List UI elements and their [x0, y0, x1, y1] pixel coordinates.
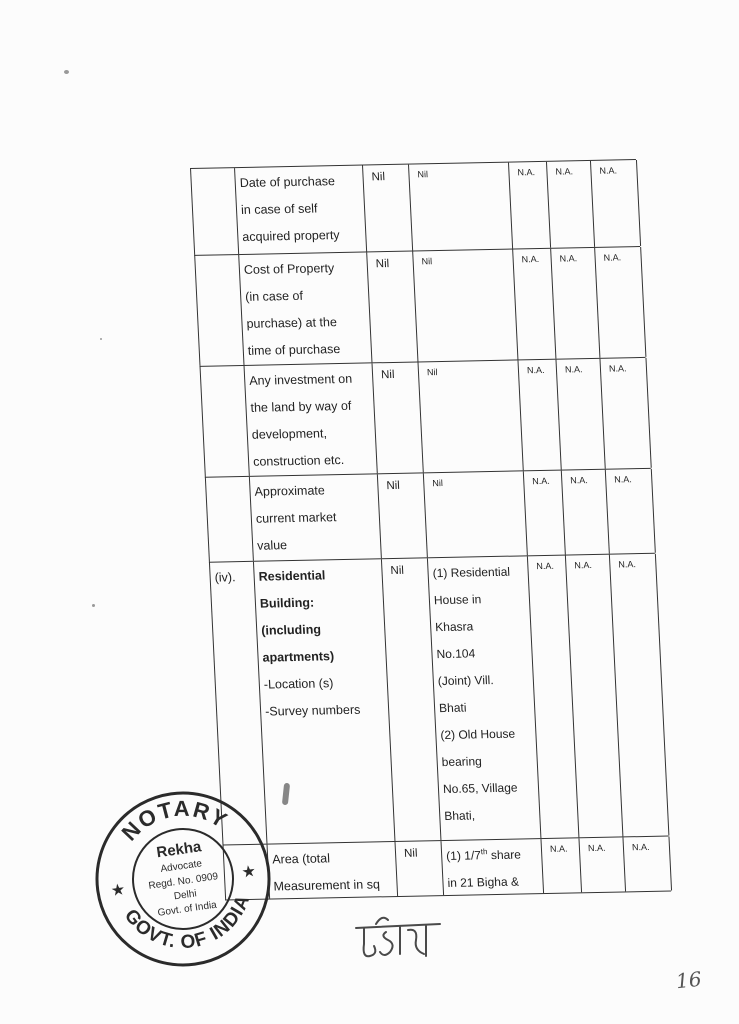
stamp-bottom-text: GOVT. OF INDIA	[119, 891, 255, 954]
stamp-line3: Regd. No. 0909	[147, 871, 219, 892]
value-cell: Nil	[409, 163, 513, 251]
stamp-top-text: NOTARY	[116, 795, 233, 846]
scan-speck	[64, 70, 69, 74]
table-row	[222, 836, 671, 901]
residential-building-subitems: -Location (s) -Survey numbers	[263, 676, 361, 719]
value-cell: N.A.	[591, 160, 641, 247]
value-cell: N.A.	[623, 837, 672, 892]
value-cell: Nil	[363, 165, 413, 252]
value-cell: N.A.	[556, 359, 605, 470]
value-cell: N.A.	[518, 360, 561, 471]
table-row	[190, 159, 640, 255]
value-cell: N.A.	[600, 358, 651, 469]
stamp-line4: Delhi	[173, 888, 198, 903]
serial-cell	[206, 477, 254, 562]
notary-stamp	[80, 776, 286, 982]
serial-cell	[191, 168, 239, 255]
table-row	[205, 468, 655, 562]
value-cell: Nil	[396, 841, 445, 896]
table-row	[194, 246, 645, 366]
value-cell: N.A.	[524, 471, 566, 556]
value-cell: N.A.	[610, 554, 670, 837]
value-cell: Nil	[419, 360, 524, 472]
value-cell: N.A.	[579, 837, 626, 892]
star-icon: ★	[109, 881, 127, 901]
value-cell: Nil	[378, 473, 428, 558]
value-cell: N.A.	[551, 248, 600, 359]
value-cell: (1) Residential House in Khasra No.104 (Joint) Vill. Bhati (2) Old House bearing No.65, Village Bhati,	[428, 556, 542, 840]
value-cell: N.A.	[562, 470, 610, 555]
svg-text:NOTARY	[113, 788, 235, 848]
residential-building-heading: Residential Building: (including apartments)	[258, 568, 335, 665]
value-cell: N.A.	[513, 249, 556, 360]
stamp-name: Rekha	[155, 838, 203, 862]
serial-cell: (iv).	[210, 562, 268, 845]
serial-cell	[201, 366, 250, 477]
description-cell: Date of purchase in case of self acquired property	[235, 166, 367, 255]
value-cell: Nil	[382, 558, 442, 841]
value-cell: N.A.	[509, 162, 551, 249]
table-row	[200, 357, 651, 477]
description-cell: Cost of Property (in case of purchase) at the time of purchase	[239, 252, 372, 364]
value-cell: N.A.	[606, 469, 656, 554]
value-cell: Nil	[413, 250, 518, 362]
scan-speck	[92, 604, 95, 607]
stamp-line2: Advocate	[159, 858, 203, 875]
description-cell: Any investment on the land by way of development, construction etc.	[245, 363, 378, 475]
value-cell: N.A.	[595, 247, 646, 358]
value-cell: N.A.	[566, 555, 624, 838]
page-number: 16	[674, 966, 703, 994]
scan-speck	[100, 338, 102, 340]
description-cell	[254, 559, 396, 843]
description-cell: Area (total Measurement in sq	[268, 842, 399, 899]
value-cell: N.A.	[547, 161, 595, 248]
value-cell: N.A.	[528, 556, 580, 839]
handwritten-signature	[352, 910, 444, 972]
stamp-line5: Govt. of India	[157, 899, 218, 919]
table-row	[209, 553, 668, 845]
description-cell: Approximate current market value	[250, 474, 382, 561]
serial-cell	[195, 255, 244, 366]
star-icon: ★	[240, 862, 258, 882]
value-cell: N.A.	[541, 838, 582, 893]
value-cell: Nil	[367, 252, 418, 363]
value-cell: Nil	[373, 362, 424, 473]
value-cell: Nil	[424, 471, 528, 557]
value-cell: (1) 1/7th share in 21 Bigha &	[441, 839, 544, 895]
